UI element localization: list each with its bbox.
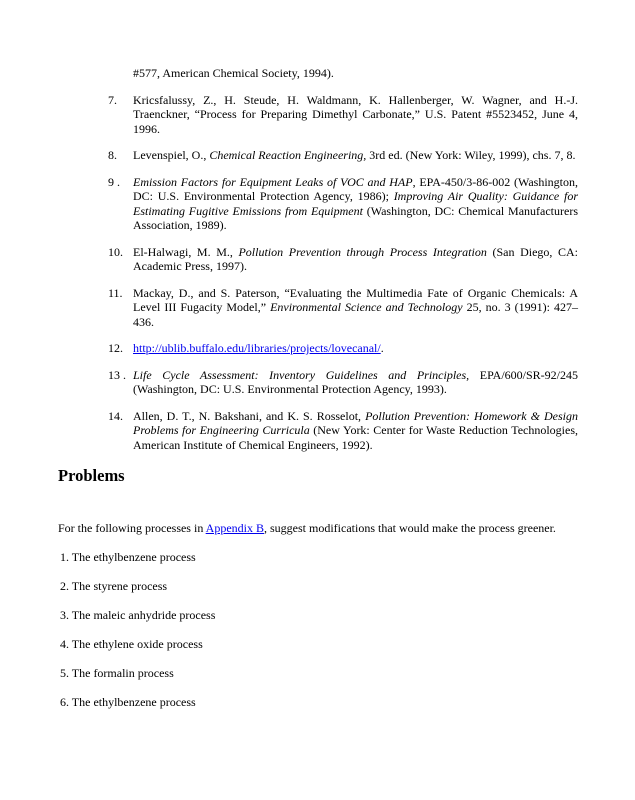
text-segment: For the following processes in (58, 521, 206, 535)
reference-item-12 (108, 341, 578, 356)
reference-item-7 (108, 92, 578, 137)
text-segment: Improving Air Quality: Guidance for Estimating Fugitive Emissions from Equipment (133, 189, 578, 218)
problems-intro (58, 521, 578, 536)
text-segment: #577, American Chemical Society, 1994). (133, 66, 334, 80)
text-segment: Mackay, D., and S. Paterson, “Evaluating the Multimedia Fate of Organic Chemicals: A Level III Fugacity Model,” (133, 285, 578, 314)
reference-text (133, 245, 578, 274)
reference-text (133, 409, 578, 452)
reference-text (133, 368, 578, 397)
reference-item-10 (108, 244, 578, 274)
reference-number: 9 . (108, 174, 120, 189)
reference-number: 12. (108, 341, 123, 355)
text-segment: Pollution Prevention: Homework & Design Problems for Engineering Curricula (133, 408, 578, 437)
reference-text (133, 341, 384, 355)
reference-number: 13 . (108, 367, 126, 382)
text-segment: , suggest modifications that would make the process greener. (264, 521, 556, 535)
reference-text (133, 175, 578, 233)
text-segment: (Washington, DC: Chemical Manufacturers Association, 1989). (133, 203, 579, 232)
text-segment: . (380, 341, 384, 355)
reference-item-13 (108, 367, 579, 397)
text-segment: Kricsfalussy, Z., H. Steude, H. Waldmann, K. Hallenberger, W. Wagner, and H.-J. Traenckner, “Process for Preparing Dimethyl Carbonate,” U.S. Patent #5523452, June 4, 1996. (133, 92, 578, 136)
appendix-b-link[interactable]: Appendix B (205, 521, 264, 535)
problem-item-5: 5. The formalin process (60, 666, 174, 680)
reference-item-14 (108, 408, 579, 453)
reference-item-8 (108, 148, 578, 163)
reference-number: 14. (108, 408, 123, 423)
reference-text (133, 148, 575, 162)
text-segment: (New York: Center for Waste Reduction Technologies, American Institute of Chemical Engineers, 1992). (133, 423, 579, 452)
text-segment: Chemical Reaction Engineering, (209, 148, 367, 162)
text-segment: , EPA-450/3-86-002 (Washington, DC: U.S. Environmental Protection Agency, 1986); (133, 174, 578, 203)
text-segment: 25, no. 3 (1991): 427–436. (133, 300, 578, 329)
text-segment: Environmental Science and Technology (270, 300, 463, 314)
text-segment: EPA/600/SR-92/245 (Washington, DC: U.S. Environmental Protection Agency, 1993). (133, 367, 579, 396)
text-segment: Allen, D. T., N. Bakshani, and K. S. Rosselot, (133, 408, 366, 423)
reference-item-11 (108, 285, 578, 330)
page-content (58, 66, 578, 710)
reference-number: 10. (108, 244, 123, 259)
text-segment: Pollution Prevention through Process Integration (238, 244, 487, 259)
reference-continuation-line (133, 66, 578, 81)
text-segment: Levenspiel, O., (133, 148, 210, 162)
text-segment: Emission Factors for Equipment Leaks of VOC and HAP (133, 174, 413, 189)
reference-number: 8. (108, 148, 117, 162)
problem-item-1: 1. The ethylbenzene process (60, 550, 196, 564)
reference-number: 11. (108, 285, 123, 300)
problem-item-6: 6. The ethylbenzene process (60, 695, 196, 709)
text-segment: 3rd ed. (New York: Wiley, 1999), chs. 7, 8. (366, 148, 576, 162)
reference-text (133, 93, 578, 136)
problem-item-4: 4. The ethylene oxide process (60, 637, 203, 651)
problems-heading: Problems (58, 466, 125, 485)
text-segment: (San Diego, CA: Academic Press, 1997). (133, 244, 578, 273)
reference-item-9 (108, 174, 579, 233)
text-segment: Life Cycle Assessment: Inventory Guidelines and Principles, (133, 367, 470, 382)
lovecanal-url-link[interactable]: http://ublib.buffalo.edu/libraries/projects/lovecanal/ (133, 341, 381, 355)
problem-item-2: 2. The styrene process (60, 579, 168, 593)
reference-number: 7. (108, 92, 117, 107)
text-segment: El-Halwagi, M. M., (133, 244, 239, 259)
reference-text (133, 286, 578, 329)
problem-item-3: 3. The maleic anhydride process (60, 608, 216, 622)
